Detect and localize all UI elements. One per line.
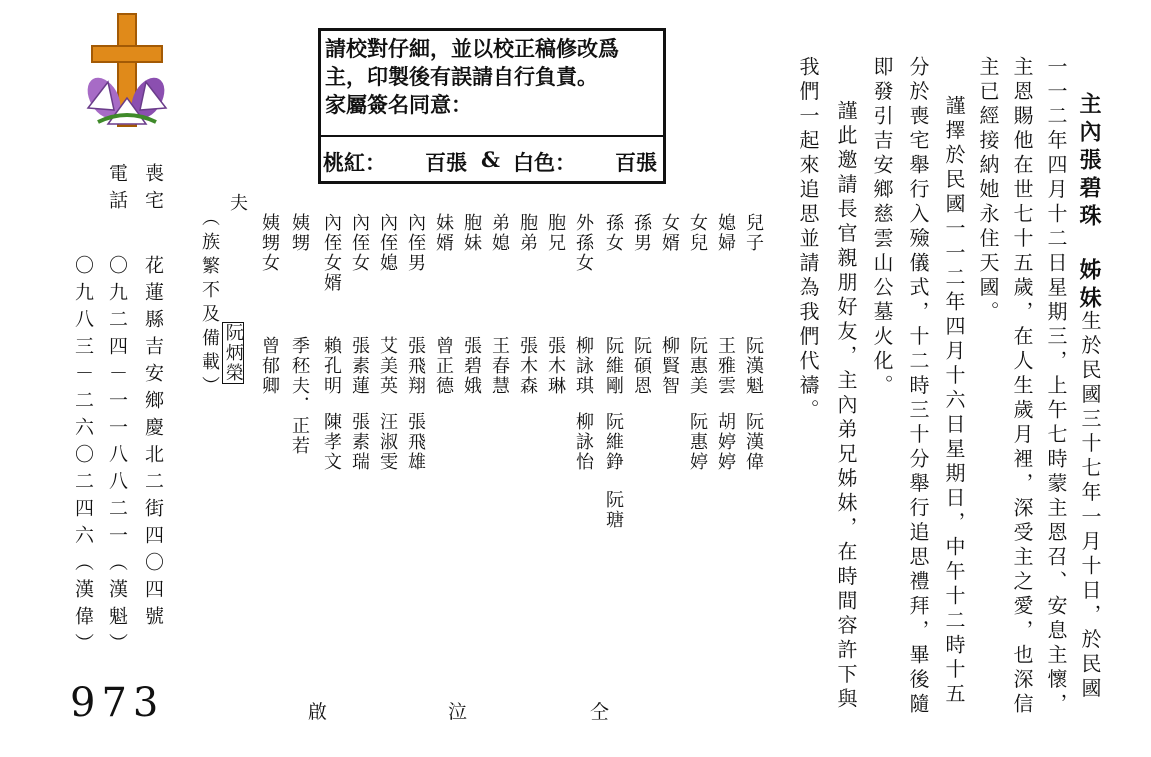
family-name-husband: 阮炳榮 <box>222 323 244 383</box>
family-rel: 媳婦 <box>715 213 736 253</box>
family-name: 阮瑭 <box>603 490 624 530</box>
phone-label: 電話 <box>106 163 128 217</box>
cross-with-lilies-icon <box>78 12 176 140</box>
family-name: 阮維錚 <box>603 412 624 472</box>
deceased-title-suffix: 姊妹 <box>1076 258 1102 314</box>
family-name: 張飛雄 <box>405 412 426 472</box>
family-rel: 內侄女婿 <box>321 213 342 293</box>
family-name: 汪淑雯 <box>377 412 398 472</box>
family-rel: 孫女 <box>603 213 624 253</box>
obituary-col-2: 一一二年四月十二日星期三，上午七時蒙主恩召、安息主懷， <box>1044 56 1068 718</box>
family-name: 季秠夫．正若 <box>289 336 310 456</box>
family-name: 王雅雲 <box>715 336 736 396</box>
family-rel: 胞妹 <box>461 213 482 253</box>
family-name: 陳孝文 <box>321 412 342 472</box>
closing-word-3: 啟 <box>308 701 328 723</box>
pink-count-unit: 百張 <box>425 150 467 175</box>
pink-count-label: 桃紅： <box>323 150 386 175</box>
obituary-col-8: 謹此邀請長官親朋好友，主內弟兄姊妹，在時間容許下與 <box>834 100 858 713</box>
family-name: 張素蓮 <box>349 336 370 396</box>
family-name: 阮碩恩 <box>631 336 652 396</box>
obituary-col-3: 主恩賜他在世七十五歲，在人生歲月裡，深受主之愛，也深信 <box>1010 56 1034 718</box>
family-rel: 胞弟 <box>517 213 538 253</box>
family-rel-husband: 夫 <box>227 193 248 213</box>
family-name: 阮維剛 <box>603 336 624 396</box>
obituary-col-1: 生於民國三十七年一月十日，於民國 <box>1078 310 1102 702</box>
family-name: 柳詠琪 <box>573 336 594 396</box>
proof-notice-box <box>318 28 666 184</box>
address-label: 喪宅 <box>142 163 164 217</box>
family-rel: 女婿 <box>659 213 680 253</box>
obituary-col-4: 主已經接納她永住天國。 <box>976 56 1000 326</box>
family-name: 曾正德 <box>433 336 454 396</box>
family-name: 張木琳 <box>545 336 566 396</box>
family-rel: 弟媳 <box>489 213 510 253</box>
family-name: 張素瑞 <box>349 412 370 472</box>
family-name: 張木森 <box>517 336 538 396</box>
family-name: 柳賢智 <box>659 336 680 396</box>
family-name: 王春慧 <box>489 336 510 396</box>
family-note: （族繁不及備載） <box>199 208 220 400</box>
family-name: 胡婷婷 <box>715 412 736 472</box>
deceased-name: 主內張碧珠 <box>1076 92 1102 232</box>
white-count-unit: 百張 <box>615 150 657 175</box>
white-count-label: 白色： <box>513 150 576 175</box>
family-name: 張飛翔 <box>405 336 426 396</box>
family-name: 艾美英 <box>377 336 398 396</box>
family-rel: 兒子 <box>743 213 764 253</box>
address-value: 花蓮縣吉安鄉慶北二街四〇四號 <box>142 255 164 633</box>
family-name: 柳詠怡 <box>573 412 594 472</box>
family-name: 張碧娥 <box>461 336 482 396</box>
notice-divider <box>321 135 663 137</box>
family-rel: 姨甥 <box>289 213 310 253</box>
obituary-col-6: 分於喪宅舉行入殮儀式，十二時三十分舉行追思禮拜，畢後隨 <box>906 56 930 718</box>
obituary-col-5: 謹擇於民國一一二年四月十六日星期日，中午十二時十五 <box>942 95 966 708</box>
cross-emblem <box>78 12 176 140</box>
phone-number-1: 〇九二四－一一八八二一（漢魁） <box>106 255 128 660</box>
family-name: 賴孔明 <box>321 336 342 396</box>
family-name: 阮惠美 <box>687 336 708 396</box>
closing-word-1: 仝 <box>590 701 610 723</box>
family-name: 曾郁卿 <box>259 336 280 396</box>
closing-word-2: 泣 <box>448 701 468 723</box>
notice-line-3: 家屬簽名同意： <box>325 92 472 117</box>
family-rel: 妹婿 <box>433 213 454 253</box>
family-rel: 外孫女 <box>573 213 594 273</box>
phone-number-2: 〇九八三－二六〇二四六（漢偉） <box>72 255 94 660</box>
family-rel: 姨甥女 <box>259 213 280 273</box>
family-rel: 女兒 <box>687 213 708 253</box>
family-name: 阮漢偉 <box>743 412 764 472</box>
family-rel: 內侄女 <box>349 213 370 273</box>
notice-line-2: 主，印製後有誤請自行負責。 <box>325 64 598 89</box>
notice-line-1: 請校對仔細，並以校正稿修改爲 <box>325 36 619 61</box>
obituary-col-9: 我們一起來追思並請為我們代禱。 <box>796 56 820 424</box>
family-name: 阮惠婷 <box>687 412 708 472</box>
ampersand: & <box>481 147 500 172</box>
family-rel: 內侄男 <box>405 213 426 273</box>
family-rel: 胞兄 <box>545 213 566 253</box>
obituary-col-7: 即發引吉安鄉慈雲山公墓火化。 <box>870 56 894 399</box>
family-rel: 內侄媳 <box>377 213 398 273</box>
family-rel: 孫男 <box>631 213 652 253</box>
family-name: 阮漢魁 <box>743 336 764 396</box>
order-number: 973 <box>70 680 165 726</box>
